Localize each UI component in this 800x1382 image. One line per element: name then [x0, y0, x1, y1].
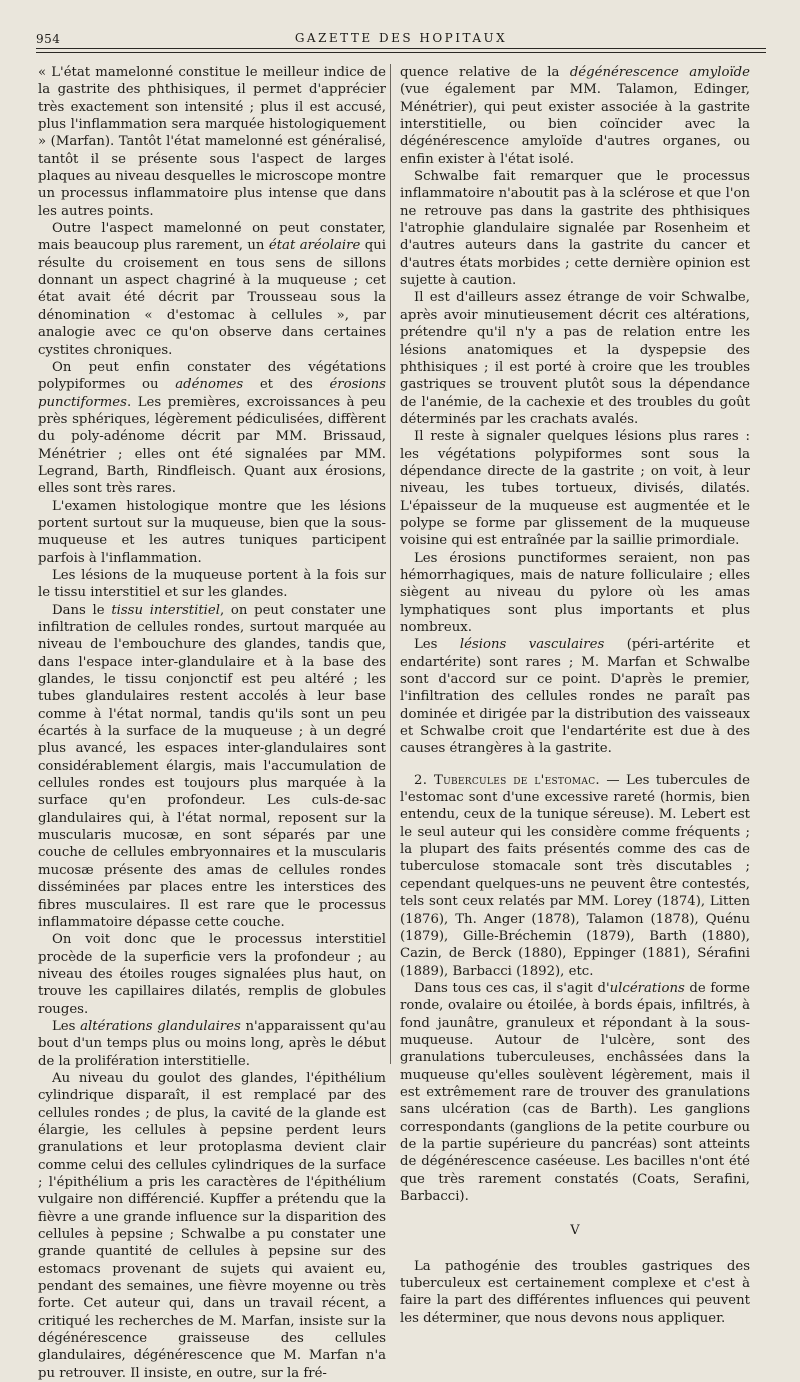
paragraph: [400, 980, 750, 1205]
page-header: [36, 28, 766, 48]
paragraph: Il est d'ailleurs assez étrange de voir Schwalbe, après avoir minutieusement décrit ces altérations, prétendre qu'il n'y a pas de relation entre les lésions anatomiques et la dyspepsie des phthisiques ; il est porté à croire que les troubles gastriques se trouvent plutôt sous la dépendance de l'anémie, de la cachexie et des troubles du goût déterminés par les crachats avalés.: [400, 290, 750, 427]
paragraph: [400, 636, 750, 757]
paragraph: [400, 772, 750, 980]
emphasis: adénomes: [175, 377, 244, 393]
paragraph: [38, 1018, 386, 1070]
text-run: (péri-artérite et endartérite) sont rares ; M. Marfan et Schwalbe sont d'accord sur ce point. D'après le premier, l'infiltration des cellules rondes ne paraît pas dominée et dirigée par la distribution des vaisseaux et Schwalbe croit que l'endartérite est due à des causes étrangères à la gastrite.: [400, 637, 750, 757]
header-rule-thick: [36, 48, 766, 49]
emphasis: tissu interstitiel: [111, 602, 220, 618]
paragraph: [38, 220, 386, 359]
paragraph: Il reste à signaler quelques lésions plus rares : les végétations polypiformes sont sous la dépendance directe de la gastrite ; on voit, à leur niveau, les tubes tortueux, divisés, dilatés. L'épaisseur de la muqueuse est augmentée et le polype se forme par glissement de la muqueuse voisine qui est entraînée par la saillie primordiale.: [400, 429, 750, 549]
right-column: [400, 64, 750, 1327]
running-title: GAZETTE DES HOPITAUX: [294, 31, 508, 45]
text-run: n'apparaissent qu'au bout d'un temps plus ou moins long, après le début de la prolifération interstitielle.: [38, 1018, 387, 1069]
paragraph: « L'état mamelonné constitue le meilleur indice de la gastrite des phthisiques, il permet d'apprécier très exactement son intensité ; plus il est accusé, plus l'inflammation sera marquée histologiquement » (Marfan). Tantôt l'état mamelonné est généralisé, tantôt il se présente sous l'aspect de larges plaques au niveau desquelles le microscope montre un processus inflammatoire plus intense que dans les autres points.: [38, 65, 386, 219]
text-run: Les: [52, 1018, 81, 1034]
emphasis: lésions vasculaires: [459, 637, 605, 653]
text-run: On peut enfin constater des végétations polypiformes ou: [38, 359, 386, 393]
header-rule-thin: [36, 52, 766, 53]
section-gap: [400, 758, 750, 772]
page-number: 954: [36, 32, 61, 46]
text-run: (vue également par MM. Talamon, Edinger, Ménétrier), qui peut exister associée à la gastrite interstitielle, ou bien coïncider avec la dégénérescence amyloïde d'autres organes, ou enfin exister à l'état isolé.: [400, 82, 750, 167]
text-run: Dans tous ces cas, il s'agit d': [414, 980, 610, 996]
emphasis: dégénérescence amyloïde: [569, 65, 750, 80]
text-run: de forme ronde, ovalaire ou étoilée, à bords épais, infiltrés, à fond jaunâtre, granuleux et répondant à la sous-muqueuse. Autour de l'ulcère, sont des granulations tuberculeuses, enchâssées dans la muqueuse qu'elles soulèvent légèrement, mais il est extrêmement rare de trouver des granulations sans ulcération (cas de Barth). Les ganglions correspondants (ganglions de la petite courbure ou de la partie supérieure du pancréas) sont atteints de dégénérescence caséeuse. Les bacilles n'ont été que très rarement constatés (Coats, Serafini, Barbacci).: [400, 980, 750, 1204]
text-run: . Les premières, excroissances à peu près sphériques, légèrement pédiculisées, diffèrent du poly-adénome décrit par MM. Brissaud, Ménétrier ; elles ont été signalées par MM. Legrand, Barth, Rindfleisch. Quant aux érosions, elles sont très rares.: [38, 394, 386, 497]
paragraph: Les érosions punctiformes seraient, non pas hémorrhagiques, mais de nature folliculaire ; elles siègent au niveau du pylore où les amas lymphatiques sont plus importants et plus nombreux.: [400, 550, 750, 635]
emphasis: altérations glandulaires: [80, 1018, 241, 1034]
section-number: V: [570, 1223, 580, 1239]
emphasis: état aréolaire: [268, 238, 361, 254]
subsection-heading: 2. Tubercules de l'estomac.: [414, 772, 600, 788]
text-run: — Les tubercules de l'estomac sont d'une excessive rareté (hormis, bien entendu, ceux de la tunique séreuse). M. Lebert est le seul auteur qui les considère comme fréquents ; la plupart des faits présentés comme des cas de tuberculose stomacale sont très discutables ; cependant quelques-uns ne peuvent être contestés, tels sont ceux relatés par MM. Lorey (1874), Litten (1876), Th. Anger (1878), Talamon (1878), Quénu (1879), Gille-Bréchemin (1879), Barth (1880), Cazin, de Berck (1880), Eppinger (1881), Sérafini (1889), Barbacci (1892), etc.: [400, 772, 750, 979]
paragraph: [38, 359, 386, 498]
paragraph: [38, 602, 386, 932]
text-run: Dans le: [52, 602, 112, 618]
left-column: [38, 64, 386, 1382]
column-divider: [390, 64, 391, 1064]
text-run: Outre l'aspect mamelonné on peut constater, mais beaucoup plus rarement, un: [38, 221, 386, 254]
paragraph: Au niveau du goulot des glandes, l'épithélium cylindrique disparaît, il est remplacé par des cellules rondes ; de plus, la cavité de la glande est élargie, les cellules à pepsine perdent leurs granulations et leur protoplasma devient clair comme celui des cellules cylindriques de la surface ; l'épithélium a pris les caractères de l'épithélium vulgaire non différencié. Kupffer a prétendu que la fièvre a une grande influence sur la disparition des cellules à pepsine ; Schwalbe a pu constater une grande quantité de cellules à pepsine sur des estomacs provenant de sujets qui avaient eu, pendant des semaines, une fièvre moyenne ou très forte. Cet auteur qui, dans un travail récent, a critiqué les recherches de M. Marfan, insiste sur la dégénérescence graisseuse des cellules glandulaires, dégénérescence que M. Marfan n'a pu retrouver. Il insiste, en outre, sur la fré-: [38, 1070, 386, 1381]
emphasis: ulcérations: [609, 980, 685, 996]
paragraph: Schwalbe fait remarquer que le processus inflammatoire n'aboutit pas à la sclérose et que l'on ne retrouve pas dans la gastrite des phthisiques l'atrophie glandulaire signalée par Rosenheim et d'autres auteurs dans la gastrite du cancer et d'autres états morbides ; cette dernière opinion est sujette à caution.: [400, 169, 750, 289]
paragraph: On voit donc que le processus interstitiel procède de la superficie vers la profondeur ; au niveau des étoiles rouges signalées plus haut, on trouve les capillaires dilatés, remplis de globules rouges.: [38, 932, 386, 1017]
paragraph: La pathogénie des troubles gastriques des tuberculeux est certainement complexe et c'est à faire la part des différentes influences qui peuvent les déterminer, que nous devons nous appliquer.: [400, 1258, 750, 1326]
text-run: quence relative de la: [400, 65, 570, 80]
paragraph: Les lésions de la muqueuse portent à la fois sur le tissu interstitiel et sur les glandes.: [38, 567, 386, 601]
emphasis: érosions punctiformes: [38, 377, 386, 410]
paragraph: [400, 64, 750, 168]
text-run: et des: [243, 377, 330, 393]
text-run: Les: [414, 637, 460, 653]
text-run: qui résulte du croisement en tous sens de sillons donnant un aspect chagriné à la muqueuse ; cet état avait été décrit par Trousseau sous la dénomination « d'estomac à cellules », par analogie avec ce qu'on observe dans certaines cystites chroniques.: [38, 238, 387, 358]
text-run: , on peut constater une infiltration de cellules rondes, surtout marquée au niveau de l'embouchure des glandes, tandis que, dans l'espace inter-glandulaire et à la base des glandes, le tissu conjonctif est peu altéré ; les tubes glandulaires restent accolés à leur base comme à l'état normal, tandis qu'ils sont un peu écartés à la surface de la muqueuse ; à un degré plus avancé, les espaces inter-glandulaires sont considérablement élargis, mais l'accumulation de cellules rondes est toujours plus marquée à la surface qu'en profondeur. Les culs-de-sac glandulaires qui, à l'état normal, reposent sur la muscularis mucosæ, en sont séparés par une couche de cellules embryonnaires et la muscularis mucosæ présente des amas de cellules rondes disséminées par places entre les interstices des fibres musculaires. Il est rare que le processus inflammatoire dépasse cette couche.: [38, 602, 387, 930]
paragraph: L'examen histologique montre que les lésions portent surtout sur la muqueuse, bien que la sous-muqueuse et les autres tuniques participent parfois à l'inflammation.: [38, 498, 386, 566]
